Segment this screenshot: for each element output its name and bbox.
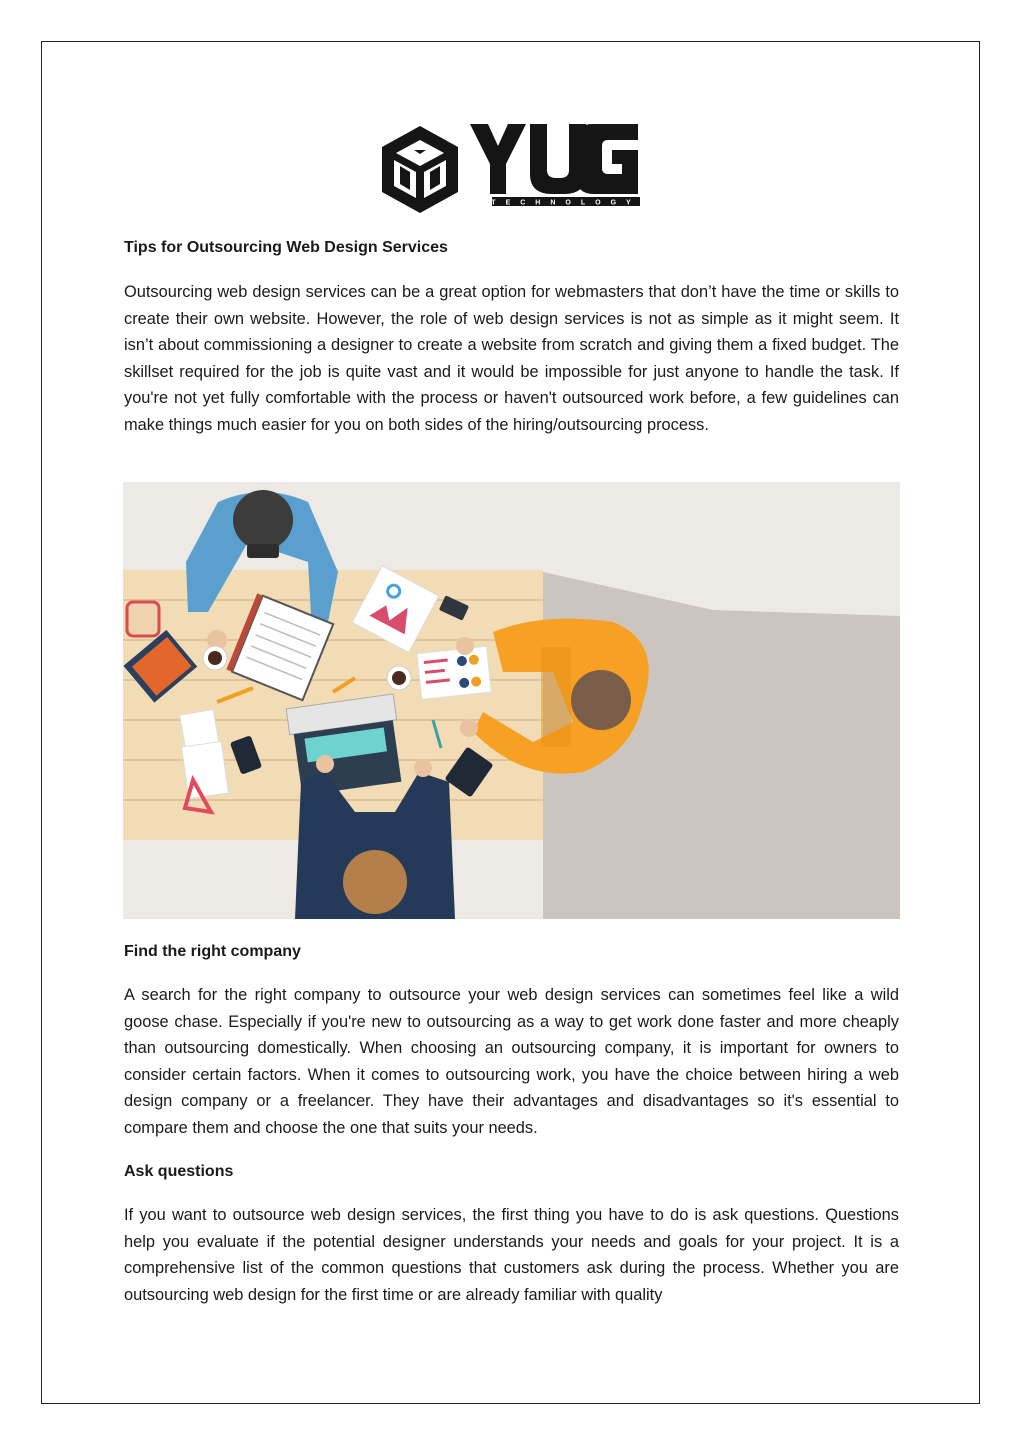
logo-tagline: TECHNOLOGY	[491, 199, 641, 207]
laptop	[286, 694, 405, 796]
section-heading-find-company: Find the right company	[124, 943, 301, 960]
report-paper	[417, 646, 491, 699]
meeting-illustration	[123, 482, 900, 919]
cube-logo-icon	[382, 126, 458, 213]
headphones	[127, 602, 159, 636]
intro-paragraph: Outsourcing web design services can be a great option for webmasters that don’t have the time or skills to create their own website. However, the role of web design services is not as simple as it might seem. It isn’t about commissioning a designer to create a website from scratch and giving them a fixed budget. The skillset required for the job is quite vast and it would be impossible for just anyone to handle the task. If you're not yet fully comfortable with the process or haven't outsourced work before, a few guidelines can make things much easier for you on both sides of the hiring/outsourcing process.	[124, 283, 899, 434]
section-body-ask-questions: If you want to outsource web design services, the first thing you have to do is ask questions. Questions help you evaluate if the potential designer understands your needs and goals for your project. It is a comprehensive list of the common questions that customers ask during the process. Whether you are outsourcing web design for the first time or are already familiar with quality	[124, 1206, 899, 1304]
yug-technology-logo	[380, 120, 644, 220]
section-heading-ask-questions: Ask questions	[124, 1163, 234, 1180]
yug-wordmark	[470, 124, 638, 194]
section-body-find-company: A search for the right company to outsource your web design services can sometimes feel like a wild goose chase. Especially if you're new to outsourcing as a way to get work done faster and more cheaply than outsourcing domestically. When choosing an outsourcing company, it is important for owners to consider certain factors. When it comes to outsourcing work, you have the choice between hiring a web design company or a freelancer. They have their advantages and disadvantages so it's essential to compare them and choose the one that suits your needs.	[124, 986, 899, 1137]
article-title: Tips for Outsourcing Web Design Services	[124, 239, 448, 256]
